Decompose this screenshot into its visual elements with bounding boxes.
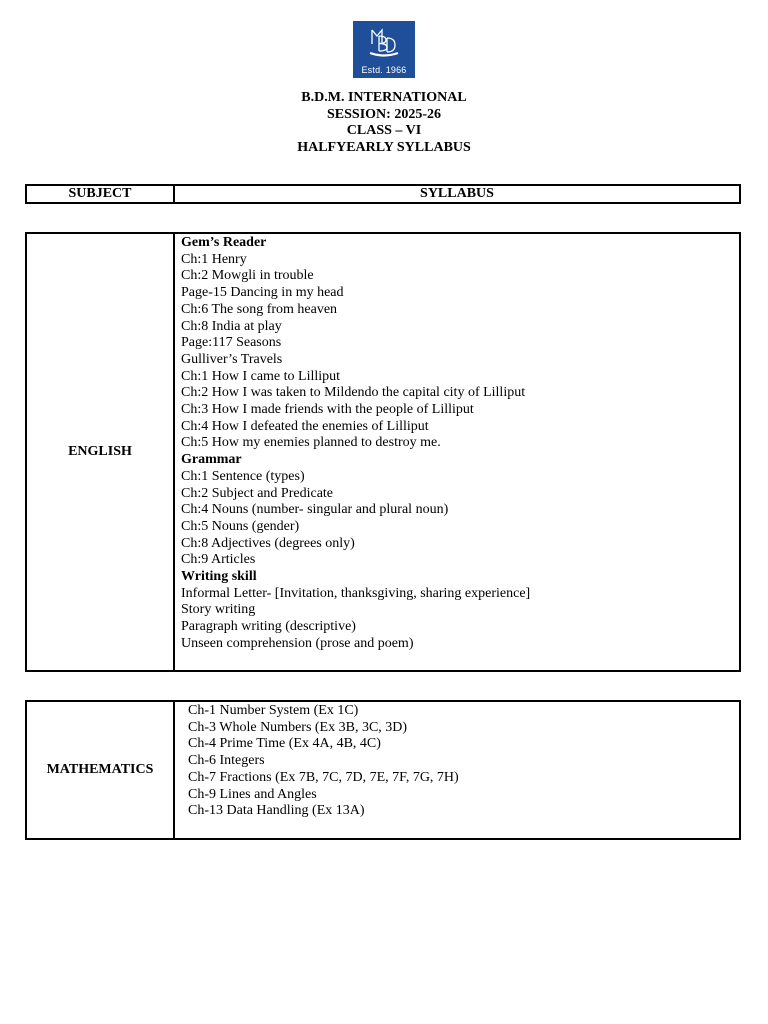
syllabus-line: Ch:2 Mowgli in trouble bbox=[181, 268, 314, 284]
syllabus-line: Ch-13 Data Handling (Ex 13A) bbox=[188, 803, 365, 819]
syllabus-line: Ch:5 How my enemies planned to destroy me. bbox=[181, 435, 441, 451]
syllabus-line: Ch:4 How I defeated the enemies of Lilliput bbox=[181, 418, 429, 434]
syllabus-line: Ch-3 Whole Numbers (Ex 3B, 3C, 3D) bbox=[188, 719, 408, 735]
school-logo bbox=[353, 21, 415, 78]
mathematics-row bbox=[25, 700, 741, 840]
syllabus-line: Ch:1 Sentence (types) bbox=[181, 468, 305, 484]
mathematics-subject-cell: MATHEMATICS bbox=[27, 702, 175, 838]
class-line: CLASS – VI bbox=[346, 123, 422, 139]
syllabus-line: Ch:3 How I made friends with the people of Lilliput bbox=[181, 402, 474, 418]
english-syllabus-cell bbox=[175, 234, 739, 670]
syllabus-line: Ch:6 The song from heaven bbox=[181, 301, 338, 317]
syllabus-line: Story writing bbox=[181, 602, 256, 618]
syllabus-column-header: SYLLABUS bbox=[420, 186, 494, 201]
syllabus-line: Ch-9 Lines and Angles bbox=[188, 786, 317, 802]
syllabus-line: Ch-4 Prime Time (Ex 4A, 4B, 4C) bbox=[188, 736, 381, 752]
syllabus-line: Writing skill bbox=[181, 569, 257, 585]
english-subject-cell: ENGLISH bbox=[27, 234, 175, 670]
syllabus-line: Ch:1 How I came to Lilliput bbox=[181, 368, 341, 384]
mathematics-syllabus-cell bbox=[175, 702, 739, 838]
exam-title: HALFYEARLY SYLLABUS bbox=[297, 140, 471, 156]
syllabus-line: Ch:2 How I was taken to Mildendo the capital city of Lilliput bbox=[181, 385, 526, 401]
syllabus-line: Grammar bbox=[181, 452, 242, 468]
syllabus-line: Ch:2 Subject and Predicate bbox=[181, 485, 334, 501]
document-header bbox=[0, 90, 768, 157]
syllabus-line: Gulliver’s Travels bbox=[181, 351, 283, 367]
syllabus-line: Ch-1 Number System (Ex 1C) bbox=[188, 703, 359, 718]
session-line: SESSION: 2025-26 bbox=[327, 106, 441, 122]
syllabus-line: Paragraph writing (descriptive) bbox=[181, 619, 356, 635]
syllabus-line: Ch:9 Articles bbox=[181, 552, 256, 568]
english-row bbox=[25, 232, 741, 672]
syllabus-line: Ch:4 Nouns (number- singular and plural noun) bbox=[181, 502, 449, 518]
syllabus-line: Ch-7 Fractions (Ex 7B, 7C, 7D, 7E, 7F, 7G, 7H) bbox=[188, 769, 459, 785]
syllabus-line: Ch:5 Nouns (gender) bbox=[181, 518, 300, 534]
syllabus-line: Informal Letter- [Invitation, thanksgiving, sharing experience] bbox=[181, 585, 531, 601]
syllabus-line: Gem’s Reader bbox=[181, 235, 267, 250]
syllabus-table-header bbox=[25, 184, 741, 204]
syllabus-line: Ch:8 Adjectives (degrees only) bbox=[181, 535, 355, 551]
syllabus-line: Ch:8 India at play bbox=[181, 318, 282, 334]
syllabus-line: Page-15 Dancing in my head bbox=[181, 285, 344, 301]
syllabus-line: Ch:1 Henry bbox=[181, 251, 247, 267]
school-crest-icon bbox=[359, 26, 409, 62]
subject-column-header: SUBJECT bbox=[27, 186, 175, 202]
established-year: Estd. 1966 bbox=[361, 65, 407, 75]
syllabus-line: Page:117 Seasons bbox=[181, 335, 282, 351]
syllabus-line: Ch-6 Integers bbox=[188, 753, 265, 769]
syllabus-line: Unseen comprehension (prose and poem) bbox=[181, 635, 414, 651]
school-name: B.D.M. INTERNATIONAL bbox=[301, 90, 467, 105]
